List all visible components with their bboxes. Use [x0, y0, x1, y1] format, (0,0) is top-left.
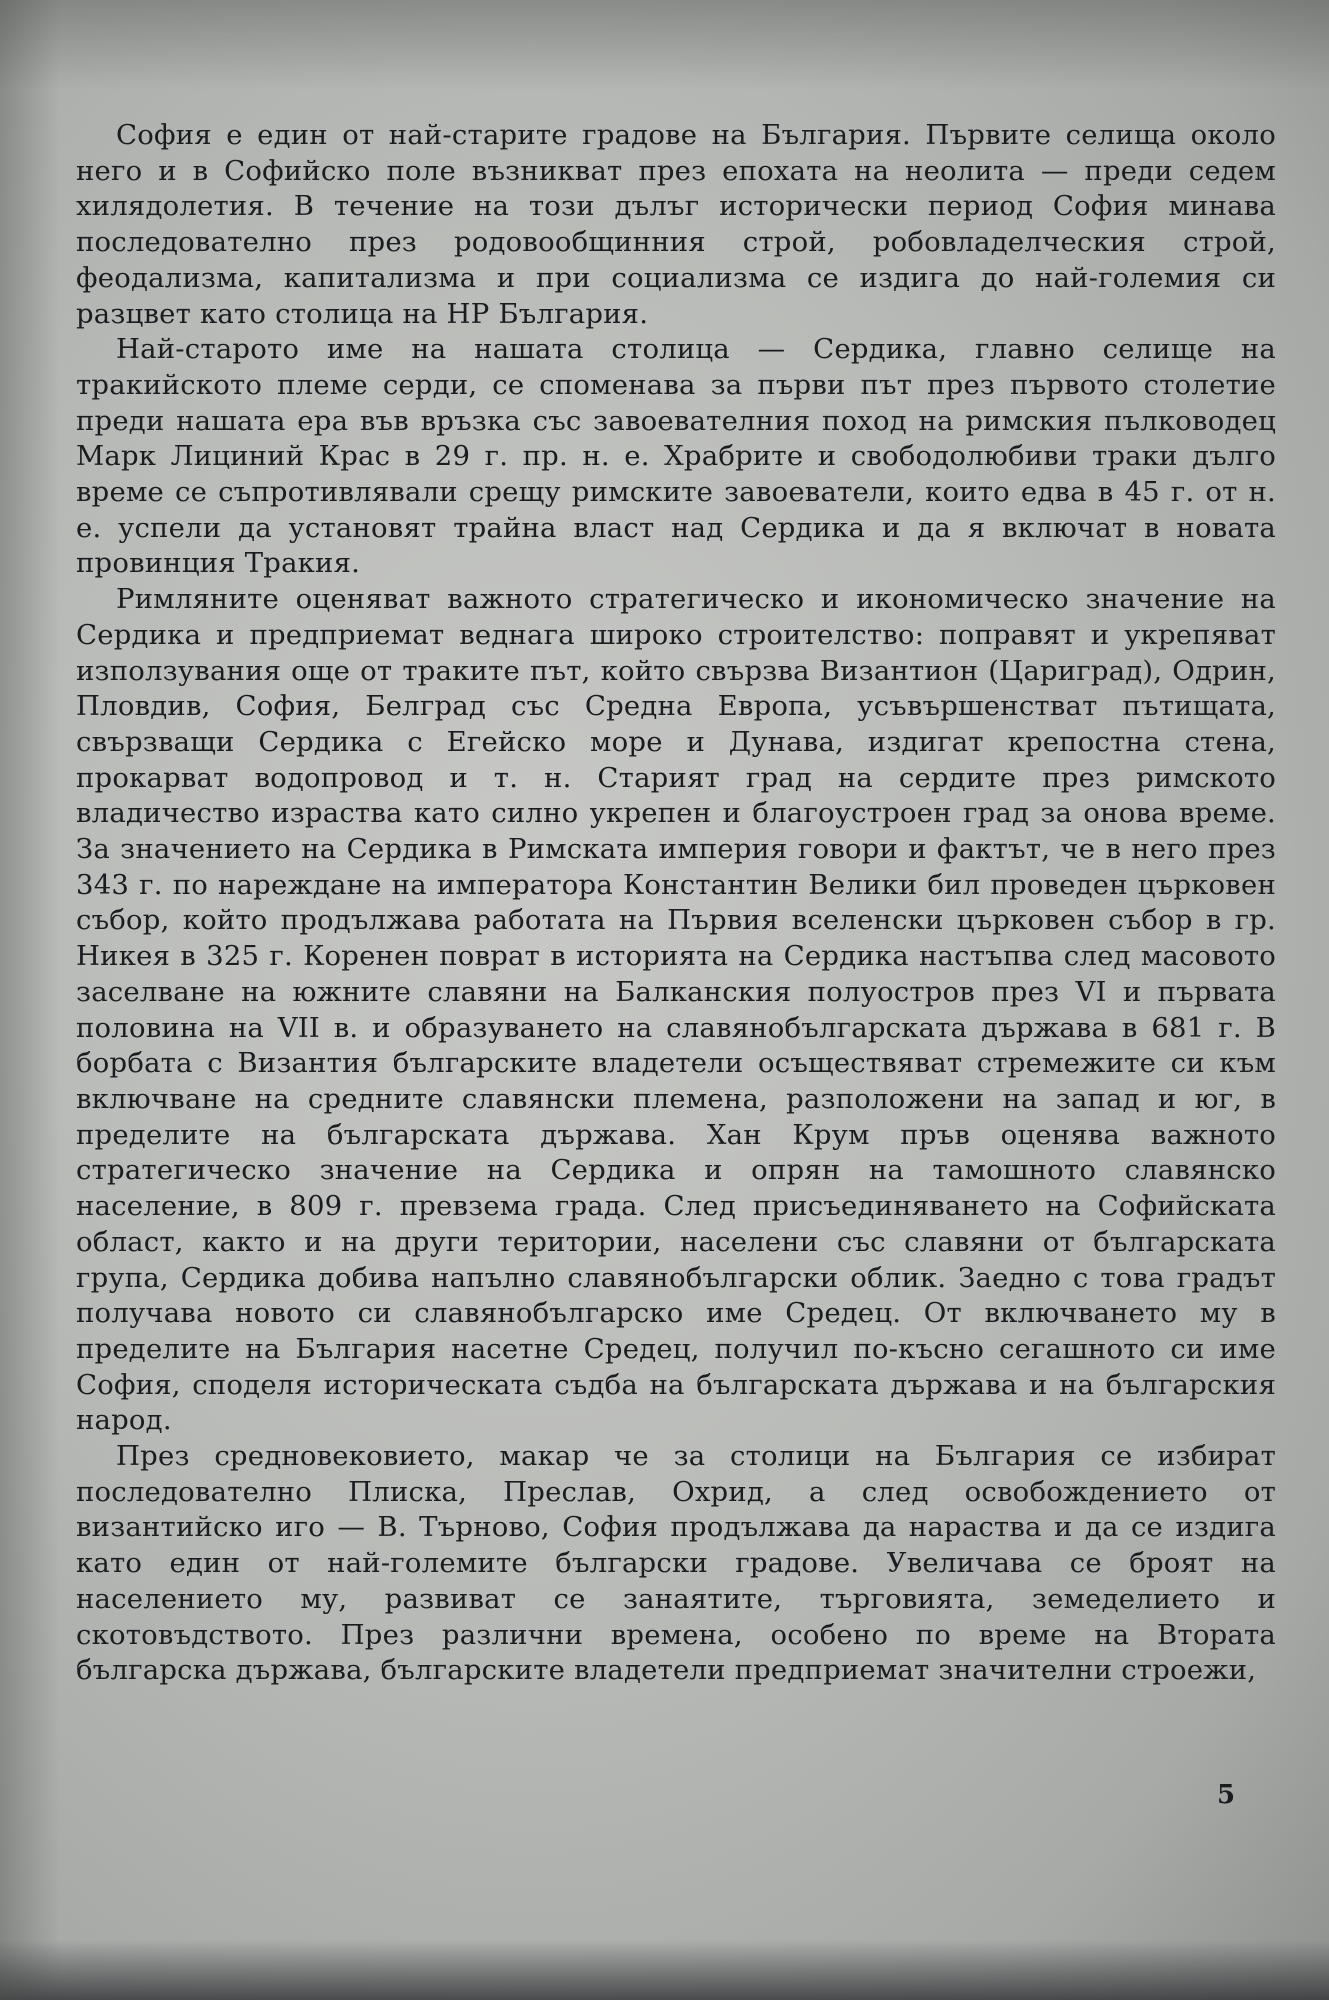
bleed-through-text	[100, 4, 1250, 104]
body-text	[76, 118, 1276, 1689]
page-number: 5	[1217, 1780, 1236, 1810]
paragraph-serdika-name: Най-старото име на нашата столица — Сердика, главно селище на тракийското племе серди, се споменава за първи път през първото столетие преди нашата ера във връзка със завоевателния поход на римския пълководец Марк Лициний Крас в 29 г. пр. н. е. Храбрите и свободолюбиви траки дълго време се съпротивлявали срещу римските завоеватели, които едва в 45 г. от н. е. успели да установят трайна власт над Сердика и да я включат в новата провинция Тракия.	[76, 333, 1276, 580]
paragraph-middle-ages: През средновековието, макар че за столици на България се избират последователно Плиска, Преслав, Охрид, а след освобождението от византийско иго — В. Търново, София продължава да нараства и да се издига като един от най-големите български градове. Увеличава се броят на населението му, развиват се занаятите, търговията, земеделието и скотовъдството. През различни времена, особено по време на Втората българска държава, българските владетели предприемат значителни строежи,	[76, 1440, 1276, 1687]
page-bottom-edge	[0, 1940, 1329, 2000]
paragraph-roman-period: Римляните оценяват важното стратегическо и икономическо значение на Сердика и предприемат веднага широко строителство: поправят и укрепяват използувания още от траките път, който свързва Византион (Цариград), Одрин, Пловдив, София, Белград със Средна Европа, усъвършенстват пътищата, свързващи Сердика с Егейско море и Дунава, издигат крепостна стена, прокарват водопровод и т. н. Старият град на сердите през римското владичество израства като силно укрепен и благоустроен град за онова време. За значението на Сердика в Римската империя говори и фактът, че в него през 343 г. по нареждане на императора Константин Велики бил проведен църковен събор, който продължава работата на Първия вселенски църковен събор в гр. Никея в 325 г. Коренен поврат в историята на Сердика настъпва след масовото заселване на южните славяни на Балканския полуостров през VI и първата половина на VII в. и образуването на славянобългарската държава в 681 г. В борбата с Византия българските владетели осъществяват стремежите си към включване на средните славянски племена, разположени на запад и юг, в пределите на българската държава. Хан Крум пръв оценява важното стратегическо значение на Сердика и опрян на тамошното славянско население, в 809 г. превзема града. След присъединяването на Софийската област, както и на други територии, населени със славяни от българската група, Сердика добива напълно славянобългарски облик. Заедно с това градът получава новото си славянобългарско име Средец. От включването му в пределите на България насетне Средец, получил по-късно сегашното си име София, споделя историческата съдба на българската държава и на българския народ.	[76, 583, 1276, 1437]
paragraph-sofia-origins: София е един от най-старите градове на България. Първите селища около него и в Софийско поле възникват през епохата на неолита — преди седем хилядолетия. В течение на този дълъг исторически период София минава последователно през родовообщинния строй, робовладелческия строй, феодализма, капитализма и при социализма се издига до най-големия си разцвет като столица на НР България.	[76, 119, 1276, 330]
